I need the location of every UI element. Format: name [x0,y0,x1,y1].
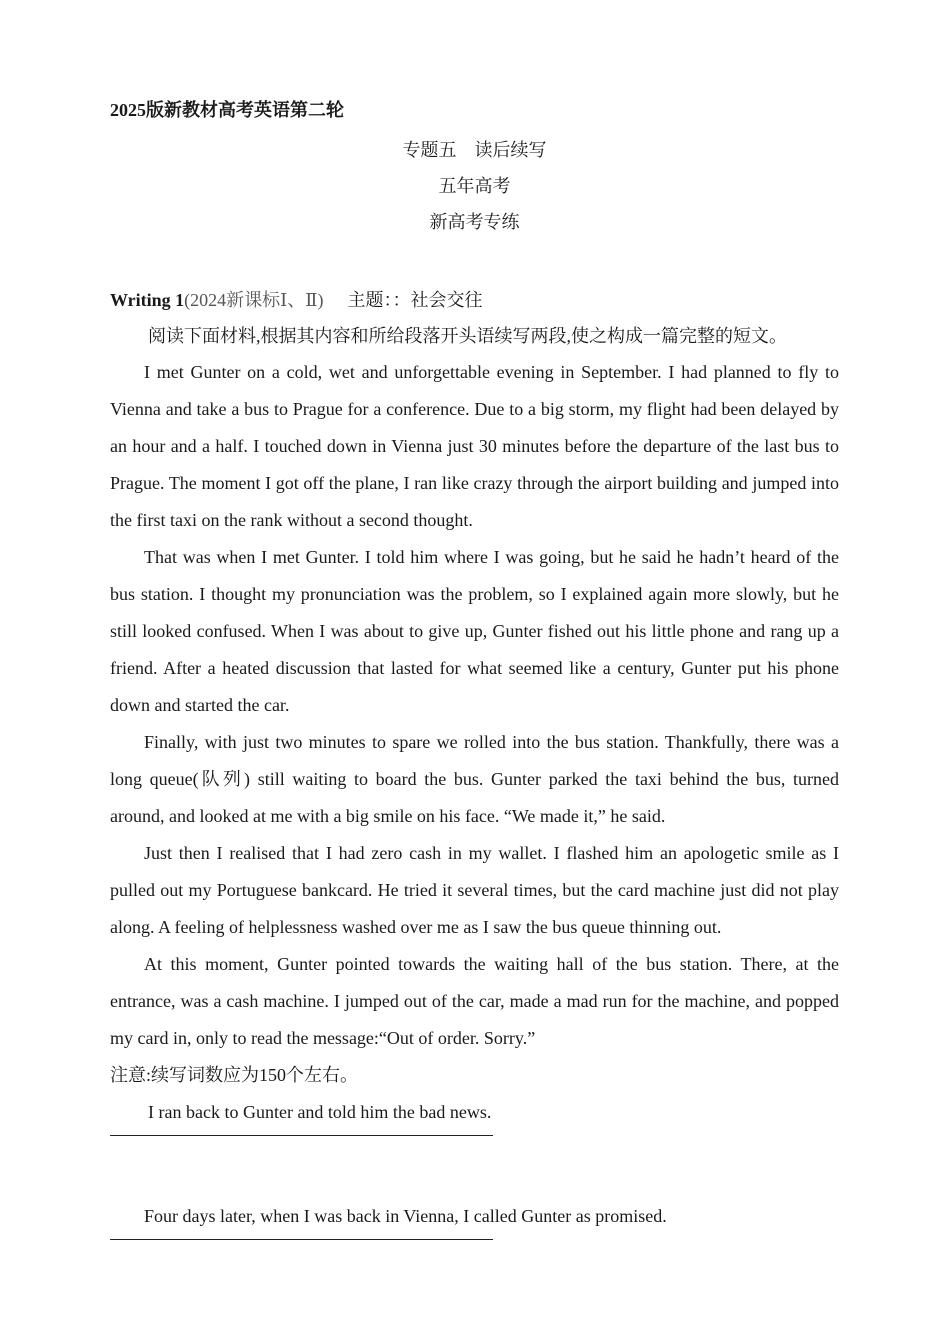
story-paragraph-1: I met Gunter on a cold, wet and unforgettable evening in September. I had planned to fly to Vienna and take a bus to Prague for a conference. Due to a big storm, my flight had been delayed by an hour and a half. I touched down in Vienna just 30 minutes before the departure of the last bus to Prague. The moment I got off the plane, I ran like crazy through the airport building and jumped into the first taxi on the rank without a second thought. [110,362,839,530]
paragraph-starter-1: I ran back to Gunter and told him the bad news. [148,1102,492,1122]
story-paragraph-4: Just then I realised that I had zero cash in my wallet. I flashed him an apologetic smile as I pulled out my Portuguese bankcard. He tried it several times, but the card machine just did not play along. A feeling of helplessness washed over me as I saw the bus queue thinning out. [110,843,839,937]
section-heading: 五年高考 [438,176,511,196]
writing-heading [110,286,839,314]
story-paragraph-3: Finally, with just two minutes to spare we rolled into the bus station. Thankfully, there was a long queue(队列) still waiting to board the bus. Gunter parked the taxi behind the bus, turned around, and looked at me with a big smile on his face. “We made it,” he said. [110,732,839,826]
topic-heading: 专题五 读后续写 [402,140,547,160]
story-paragraph-5: At this moment, Gunter pointed towards the waiting hall of the bus station. There, at the entrance, was a cash machine. I jumped out of the car, made a mad run for the machine, and popped my card in, only to read the message:“Out of order. Sorry.” [110,954,839,1048]
answer-line-1[interactable] [110,1135,493,1136]
story-paragraph-2: That was when I met Gunter. I told him where I was going, but he said he hadn’t heard of the bus station. I thought my pronunciation was the problem, so I explained again more slowly, but he still looked confused. When I was about to give up, Gunter fished out his little phone and rang up a friend. After a heated discussion that lasted for what seemed like a century, Gunter put his phone down and started the car. [110,547,839,715]
subsection-heading: 新高考专练 [429,212,520,232]
writing-label: Writing 1 [110,290,185,310]
writing-topic-label: 主题：： [347,290,411,310]
writing-topic: 社会交往 [410,290,483,310]
book-title: 2025版新教材高考英语第二轮 [110,100,344,120]
instruction-text: 阅读下面材料,根据其内容和所给段落开头语续写两段,使之构成一篇完整的短文。 [148,326,787,346]
writing-source: (2024新课标Ⅰ、Ⅱ) [184,290,324,310]
word-count-note: 注意:续写词数应为150个左右。 [110,1065,358,1085]
paragraph-starter-2: Four days later, when I was back in Vienna, I called Gunter as promised. [144,1206,667,1226]
answer-line-2[interactable] [110,1239,493,1240]
document-page [110,96,839,1240]
